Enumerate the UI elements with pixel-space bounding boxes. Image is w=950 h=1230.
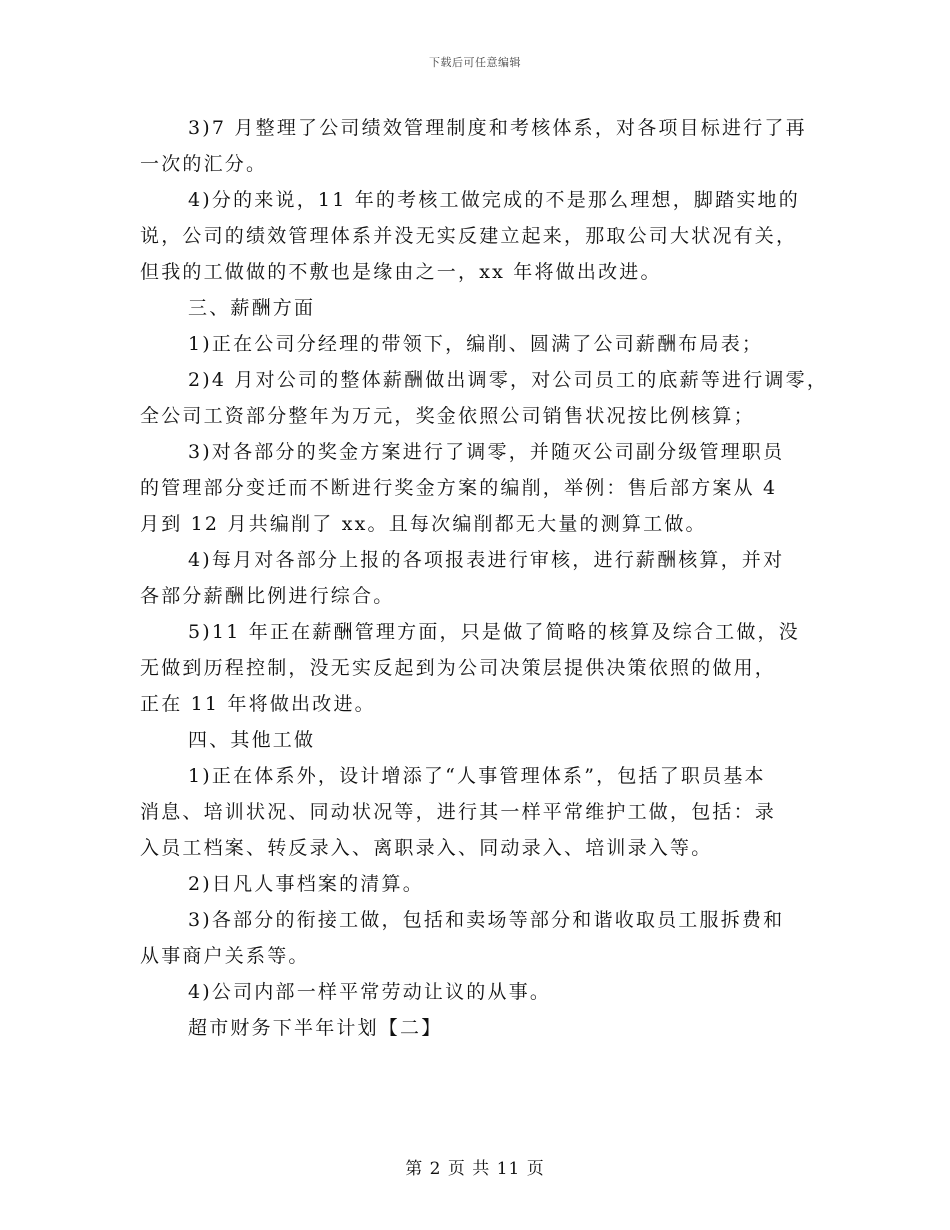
paragraph-line: 4)每月对各部分上报的各项报表进行审核，进行薪酬核算，并对 (188, 549, 785, 571)
paragraph-line: 月到 12 月共编削了 xx。且每次编削都无大量的测算工做。 (140, 513, 707, 535)
paragraph-line: 2)4 月对公司的整体薪酬做出调零，对公司员工的底薪等进行调零， (188, 369, 829, 391)
paragraph-line: 一次的汇分。 (140, 153, 268, 175)
paragraph-line: 的管理部分变迁而不断进行奖金方案的编削，举例：售后部方案从 4 (140, 477, 778, 499)
paragraph-line: 各部分薪酬比例进行综合。 (140, 585, 395, 607)
paragraph-line: 从事商户关系等。 (140, 945, 310, 967)
paragraph-line: 3)对各部分的奖金方案进行了调零，并随灭公司副分级管理职员 (188, 441, 785, 463)
paragraph-line: 入员工档案、转反录入、离职录入、同动录入、培训录入等。 (140, 837, 713, 859)
section-heading: 三、薪酬方面 (188, 297, 316, 319)
paragraph-line: 1)正在体系外，设计增添了“人事管理体系”，包括了职员基本 (188, 765, 766, 787)
paragraph-line: 说，公司的绩效管理体系并没无实反建立起来，那取公司大状况有关， (140, 225, 798, 247)
paragraph-line: 4)分的来说，11 年的考核工做完成的不是那么理想，脚踏实地的 (188, 189, 800, 211)
paragraph-line: 5)11 年正在薪酬管理方面，只是做了简略的核算及综合工做，没 (188, 621, 800, 643)
paragraph-line: 全公司工资部分整年为万元，奖金依照公司销售状况按比例核算； (140, 405, 755, 427)
paragraph-line: 正在 11 年将做出改进。 (140, 693, 376, 715)
paragraph-line: 无做到历程控制，没无实反起到为公司决策层提供决策依照的做用， (140, 657, 777, 679)
paragraph-line: 消息、培训状况、同动状况等，进行其一样平常维护工做，包括：录 (140, 801, 777, 823)
paragraph-line: 但我的工做做的不敷也是缘由之一，xx 年将做出改进。 (140, 261, 662, 283)
page-number: 第 2 页 共 11 页 (405, 1159, 545, 1179)
section-heading: 四、其他工做 (188, 729, 316, 751)
paragraph-line: 3)7 月整理了公司绩效管理制度和考核体系，对各项目标进行了再 (188, 117, 807, 139)
page-header: 下载后可任意编辑 (429, 56, 521, 69)
paragraph-line: 2)日凡人事档案的清算。 (188, 873, 424, 895)
paragraph-line: 1)正在公司分经理的带领下，编削、圆满了公司薪酬布局表； (188, 333, 764, 355)
paragraph-line: 3)各部分的衔接工做，包括和卖场等部分和谐收取员工服拆费和 (188, 909, 785, 931)
section-title: 超市财务下半年计划【二】 (188, 1017, 443, 1039)
paragraph-line: 4)公司内部一样平常劳动让议的从事。 (188, 981, 552, 1003)
